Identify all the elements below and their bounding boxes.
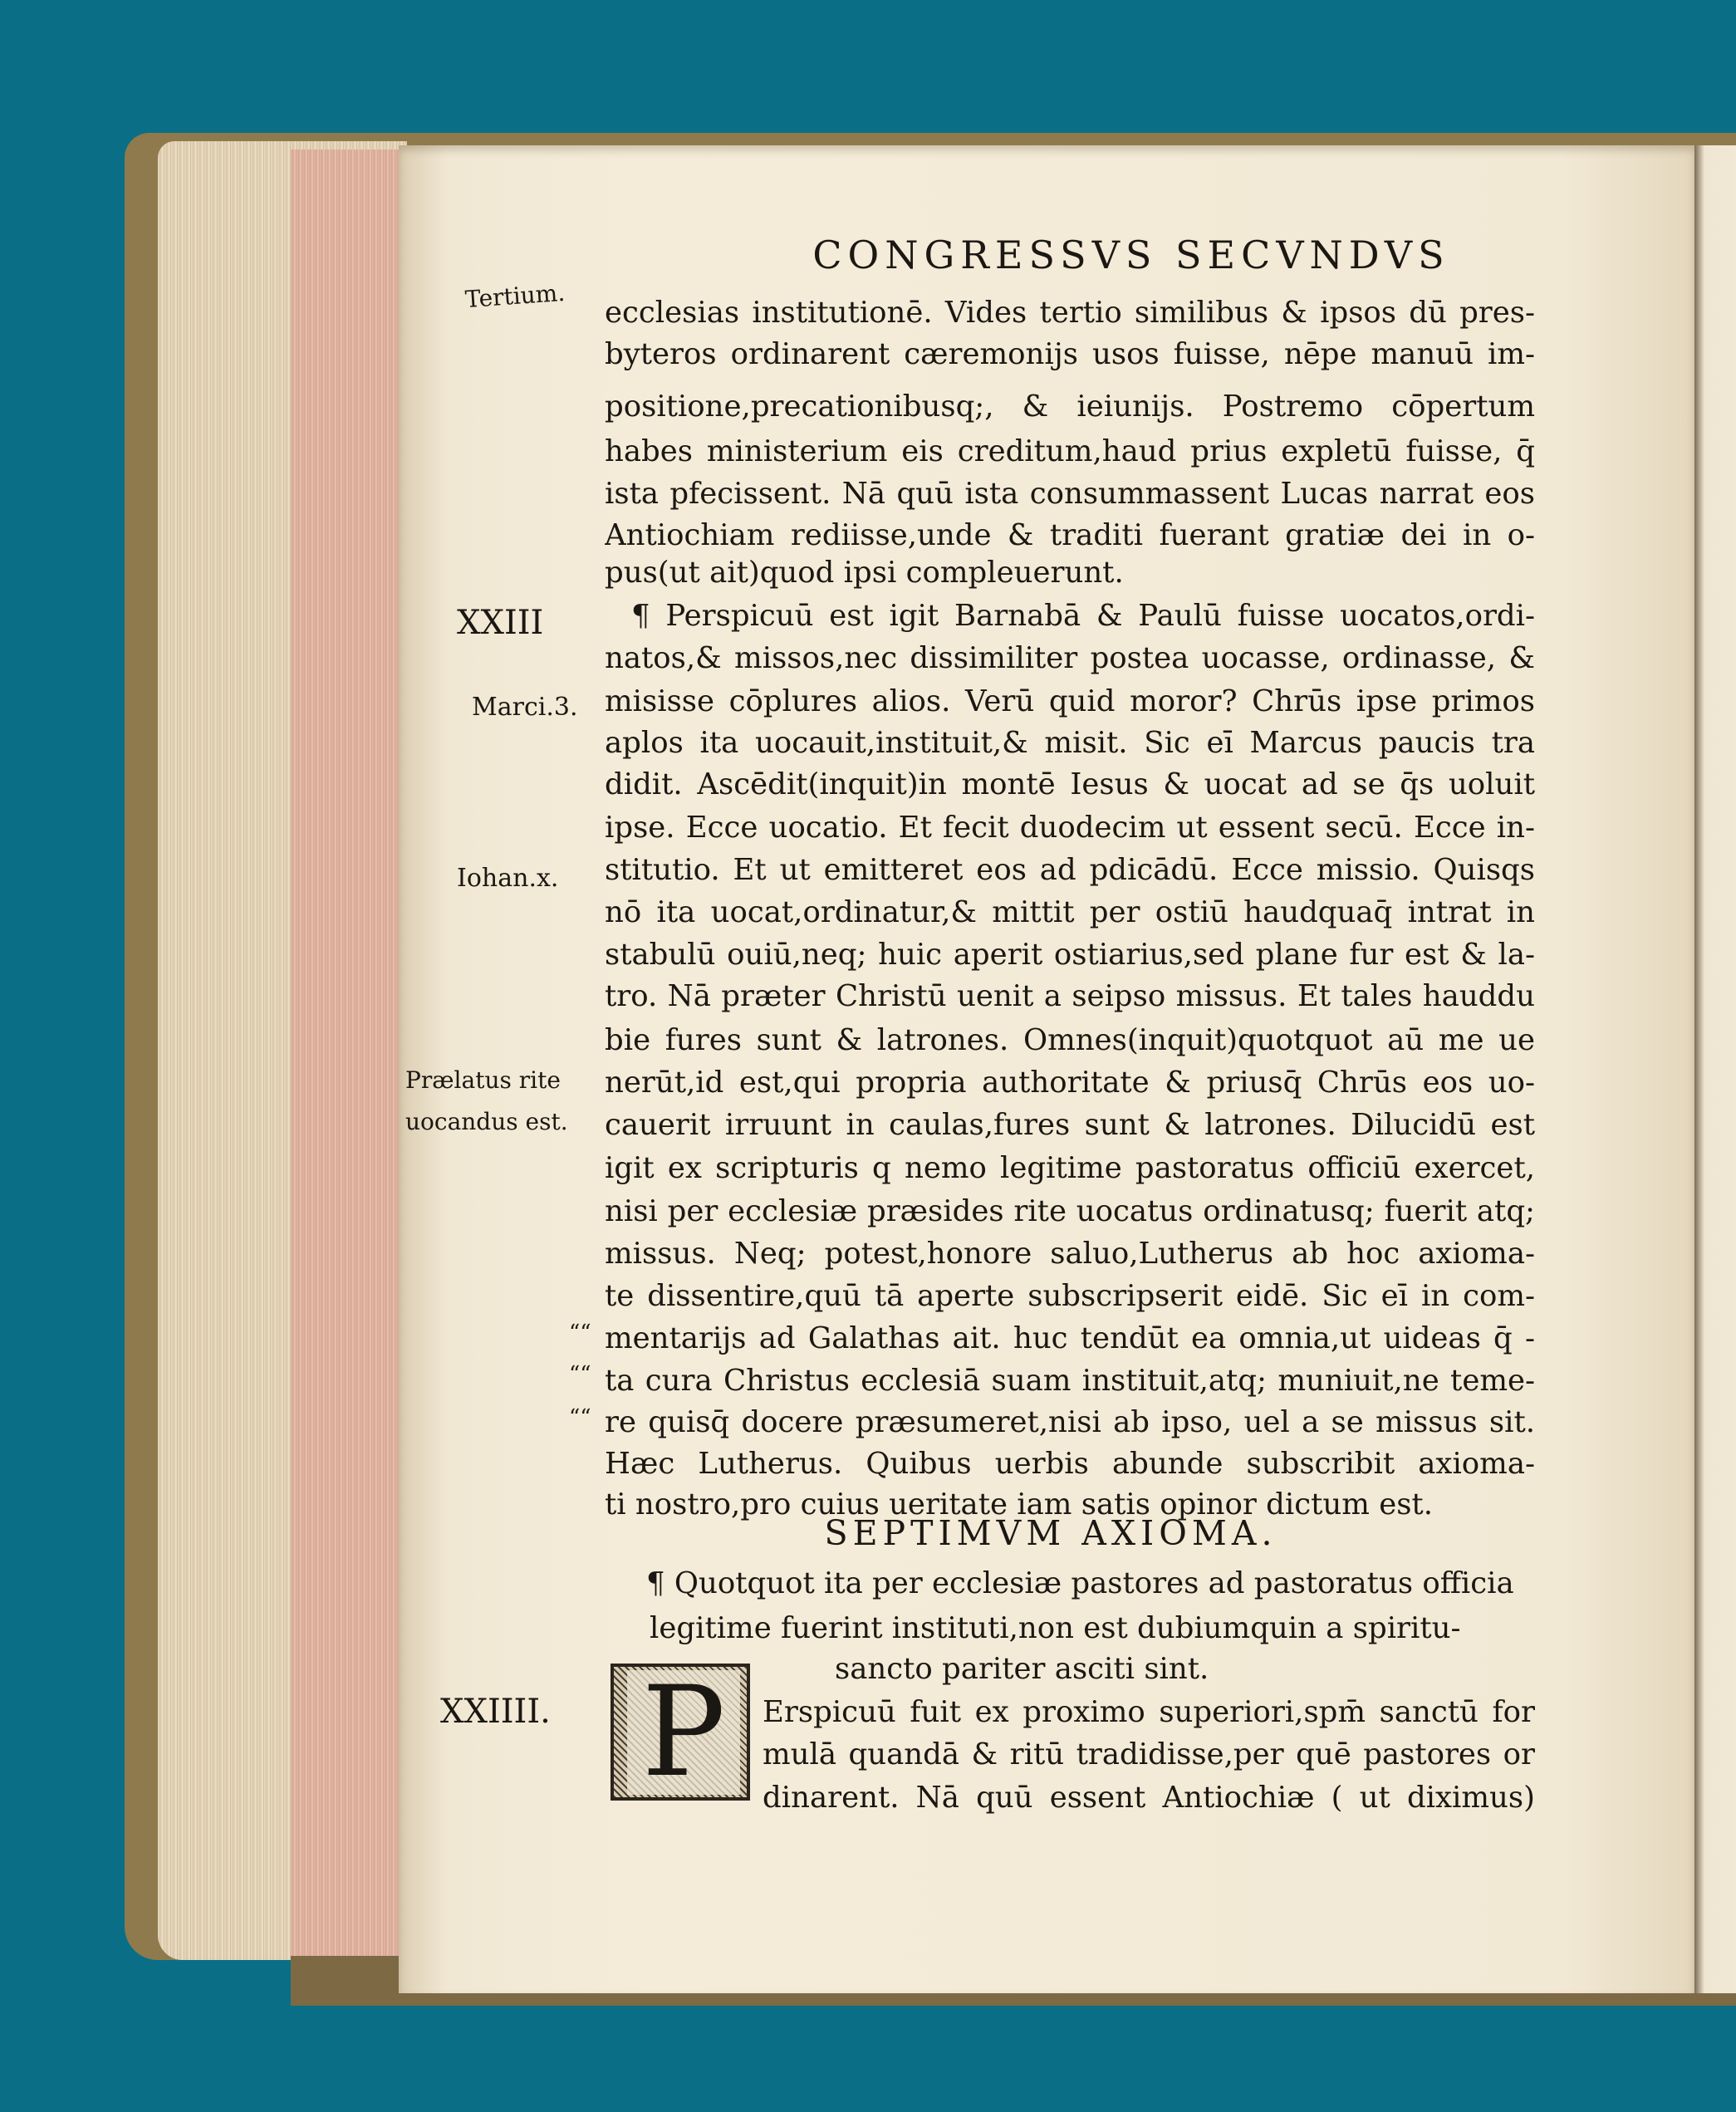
quote-mark: ““ bbox=[569, 1321, 591, 1345]
body-line: nō ita uocat,ordinatur,& mittit per ostiū haudquaq̄ intrat in bbox=[605, 895, 1535, 929]
body-line: Antiochiam rediisse,unde & traditi fuerant gratiæ dei in o- bbox=[605, 518, 1535, 552]
body-line: positione,precationibusq;, & ieiunijs. Postremo cōpertum bbox=[605, 390, 1535, 424]
margin-note-marci: Marci.3. bbox=[472, 693, 578, 722]
body-line: ta cura Christus ecclesiā suam instituit,atq; muniuit,ne teme- bbox=[605, 1364, 1535, 1398]
quote-mark: ““ bbox=[569, 1362, 591, 1387]
body-line: bie fures sunt & latrones. Omnes(inquit)quotquot aū me ue bbox=[605, 1023, 1535, 1057]
decorated-initial bbox=[611, 1660, 750, 1805]
body-line: habes ministerium eis creditum,haud prius expletū fuisse, q̄ bbox=[605, 434, 1535, 468]
body-line: byteros ordinarent cæremonijs usos fuisse, nēpe manuū im- bbox=[605, 337, 1535, 371]
margin-note-xxiii: XXIII bbox=[457, 604, 544, 642]
axiom-line: sancto pariter asciti sint. bbox=[835, 1652, 1209, 1686]
body-line: tro. Nā præter Christū uenit a seipso missus. Et tales hauddu bbox=[605, 979, 1535, 1013]
initial-letter: P bbox=[627, 1670, 740, 1795]
section-title: SEPTIMVM AXIOMA. bbox=[824, 1513, 1277, 1553]
body-line: ti nostro,pro cuius ueritate iam satis opinor dictum est. bbox=[605, 1487, 1433, 1522]
body-line: natos,& missos,nec dissimiliter postea uocasse, ordinasse, & bbox=[605, 641, 1535, 675]
body-line: cauerit irruunt in caulas,fures sunt & latrones. Dilucidū est bbox=[605, 1108, 1535, 1142]
body-line: ipse. Ecce uocatio. Et fecit duodecim ut essent secū. Ecce in- bbox=[605, 811, 1535, 845]
margin-note-iohan: Iohan.x. bbox=[457, 864, 559, 893]
body-line: ¶ Perspicuū est igit Barnabā & Paulū fuisse uocatos,ordi- bbox=[631, 599, 1535, 633]
facing-page-edge bbox=[1694, 145, 1736, 1993]
body-line: stitutio. Et ut emitteret eos ad pdicādū. Ecce missio. Quisqs bbox=[605, 853, 1535, 887]
body-line: mentarijs ad Galathas ait. huc tendūt ea omnia,ut uideas q̄ - bbox=[605, 1321, 1535, 1355]
body-line: re quisq̄ docere præsumeret,nisi ab ipso, uel a se missus sit. bbox=[605, 1405, 1535, 1439]
body-line: Hæc Lutherus. Quibus uerbis abunde subscribit axioma- bbox=[605, 1447, 1535, 1481]
margin-note-uocandus: uocandus est. bbox=[405, 1108, 568, 1135]
body-line: pus(ut ait)quod ipsi compleuerunt. bbox=[605, 556, 1124, 590]
axiom-line: ¶ Quotquot ita per ecclesiæ pastores ad pastoratus officia bbox=[646, 1566, 1514, 1600]
quote-mark: ““ bbox=[569, 1405, 591, 1430]
body-line: te dissentire,quū tā aperte subscripserit eidē. Sic eī in com- bbox=[605, 1279, 1535, 1313]
body-line: igit ex scripturis q nemo legitime pastoratus officiū exercet, bbox=[605, 1151, 1535, 1185]
body-line: didit. Ascēdit(inquit)in montē Iesus & uocat ad se q̄s uoluit bbox=[605, 767, 1535, 801]
body-line: stabulū ouiū,neq; huic aperit ostiarius,sed plane fur est & la- bbox=[605, 938, 1535, 972]
body-line: missus. Neq; potest,honore saluo,Lutherus ab hoc axioma- bbox=[605, 1237, 1535, 1271]
body-line: Erspicuū fuit ex proximo superiori,spm̄ sanctū for bbox=[763, 1695, 1535, 1729]
body-line: nisi per ecclesiæ præsides rite uocatus ordinatusq; fuerit atq; bbox=[605, 1194, 1535, 1228]
margin-note-tertium: Tertium. bbox=[463, 278, 566, 314]
running-header: CONGRESSVS SECVNDVS bbox=[812, 233, 1450, 277]
margin-note-xxiiii: XXIIII. bbox=[440, 1693, 551, 1731]
margin-note-praelatus: Prælatus rite bbox=[405, 1066, 561, 1094]
axiom-line: legitime fuerint instituti,non est dubiumquin a spiritu- bbox=[650, 1611, 1461, 1645]
body-line: ista pfecissent. Nā quū ista consummassent Lucas narrat eos bbox=[605, 477, 1535, 511]
body-line: dinarent. Nā quū essent Antiochiæ ( ut diximus) bbox=[763, 1781, 1535, 1815]
body-line: nerūt,id est,qui propria authoritate & priusq̄ Chrūs eos uo- bbox=[605, 1066, 1535, 1100]
body-line: misisse cōplures alios. Verū quid moror? Chrūs ipse primos bbox=[605, 684, 1535, 718]
body-line: mulā quandā & ritū tradidisse,per quē pastores or bbox=[763, 1737, 1535, 1771]
page-block-edge-red bbox=[291, 149, 407, 1956]
body-line: ecclesias institutionē. Vides tertio similibus & ipsos dū pres- bbox=[605, 296, 1535, 330]
body-line: aplos ita uocauit,instituit,& misit. Sic eī Marcus paucis tra bbox=[605, 726, 1535, 760]
